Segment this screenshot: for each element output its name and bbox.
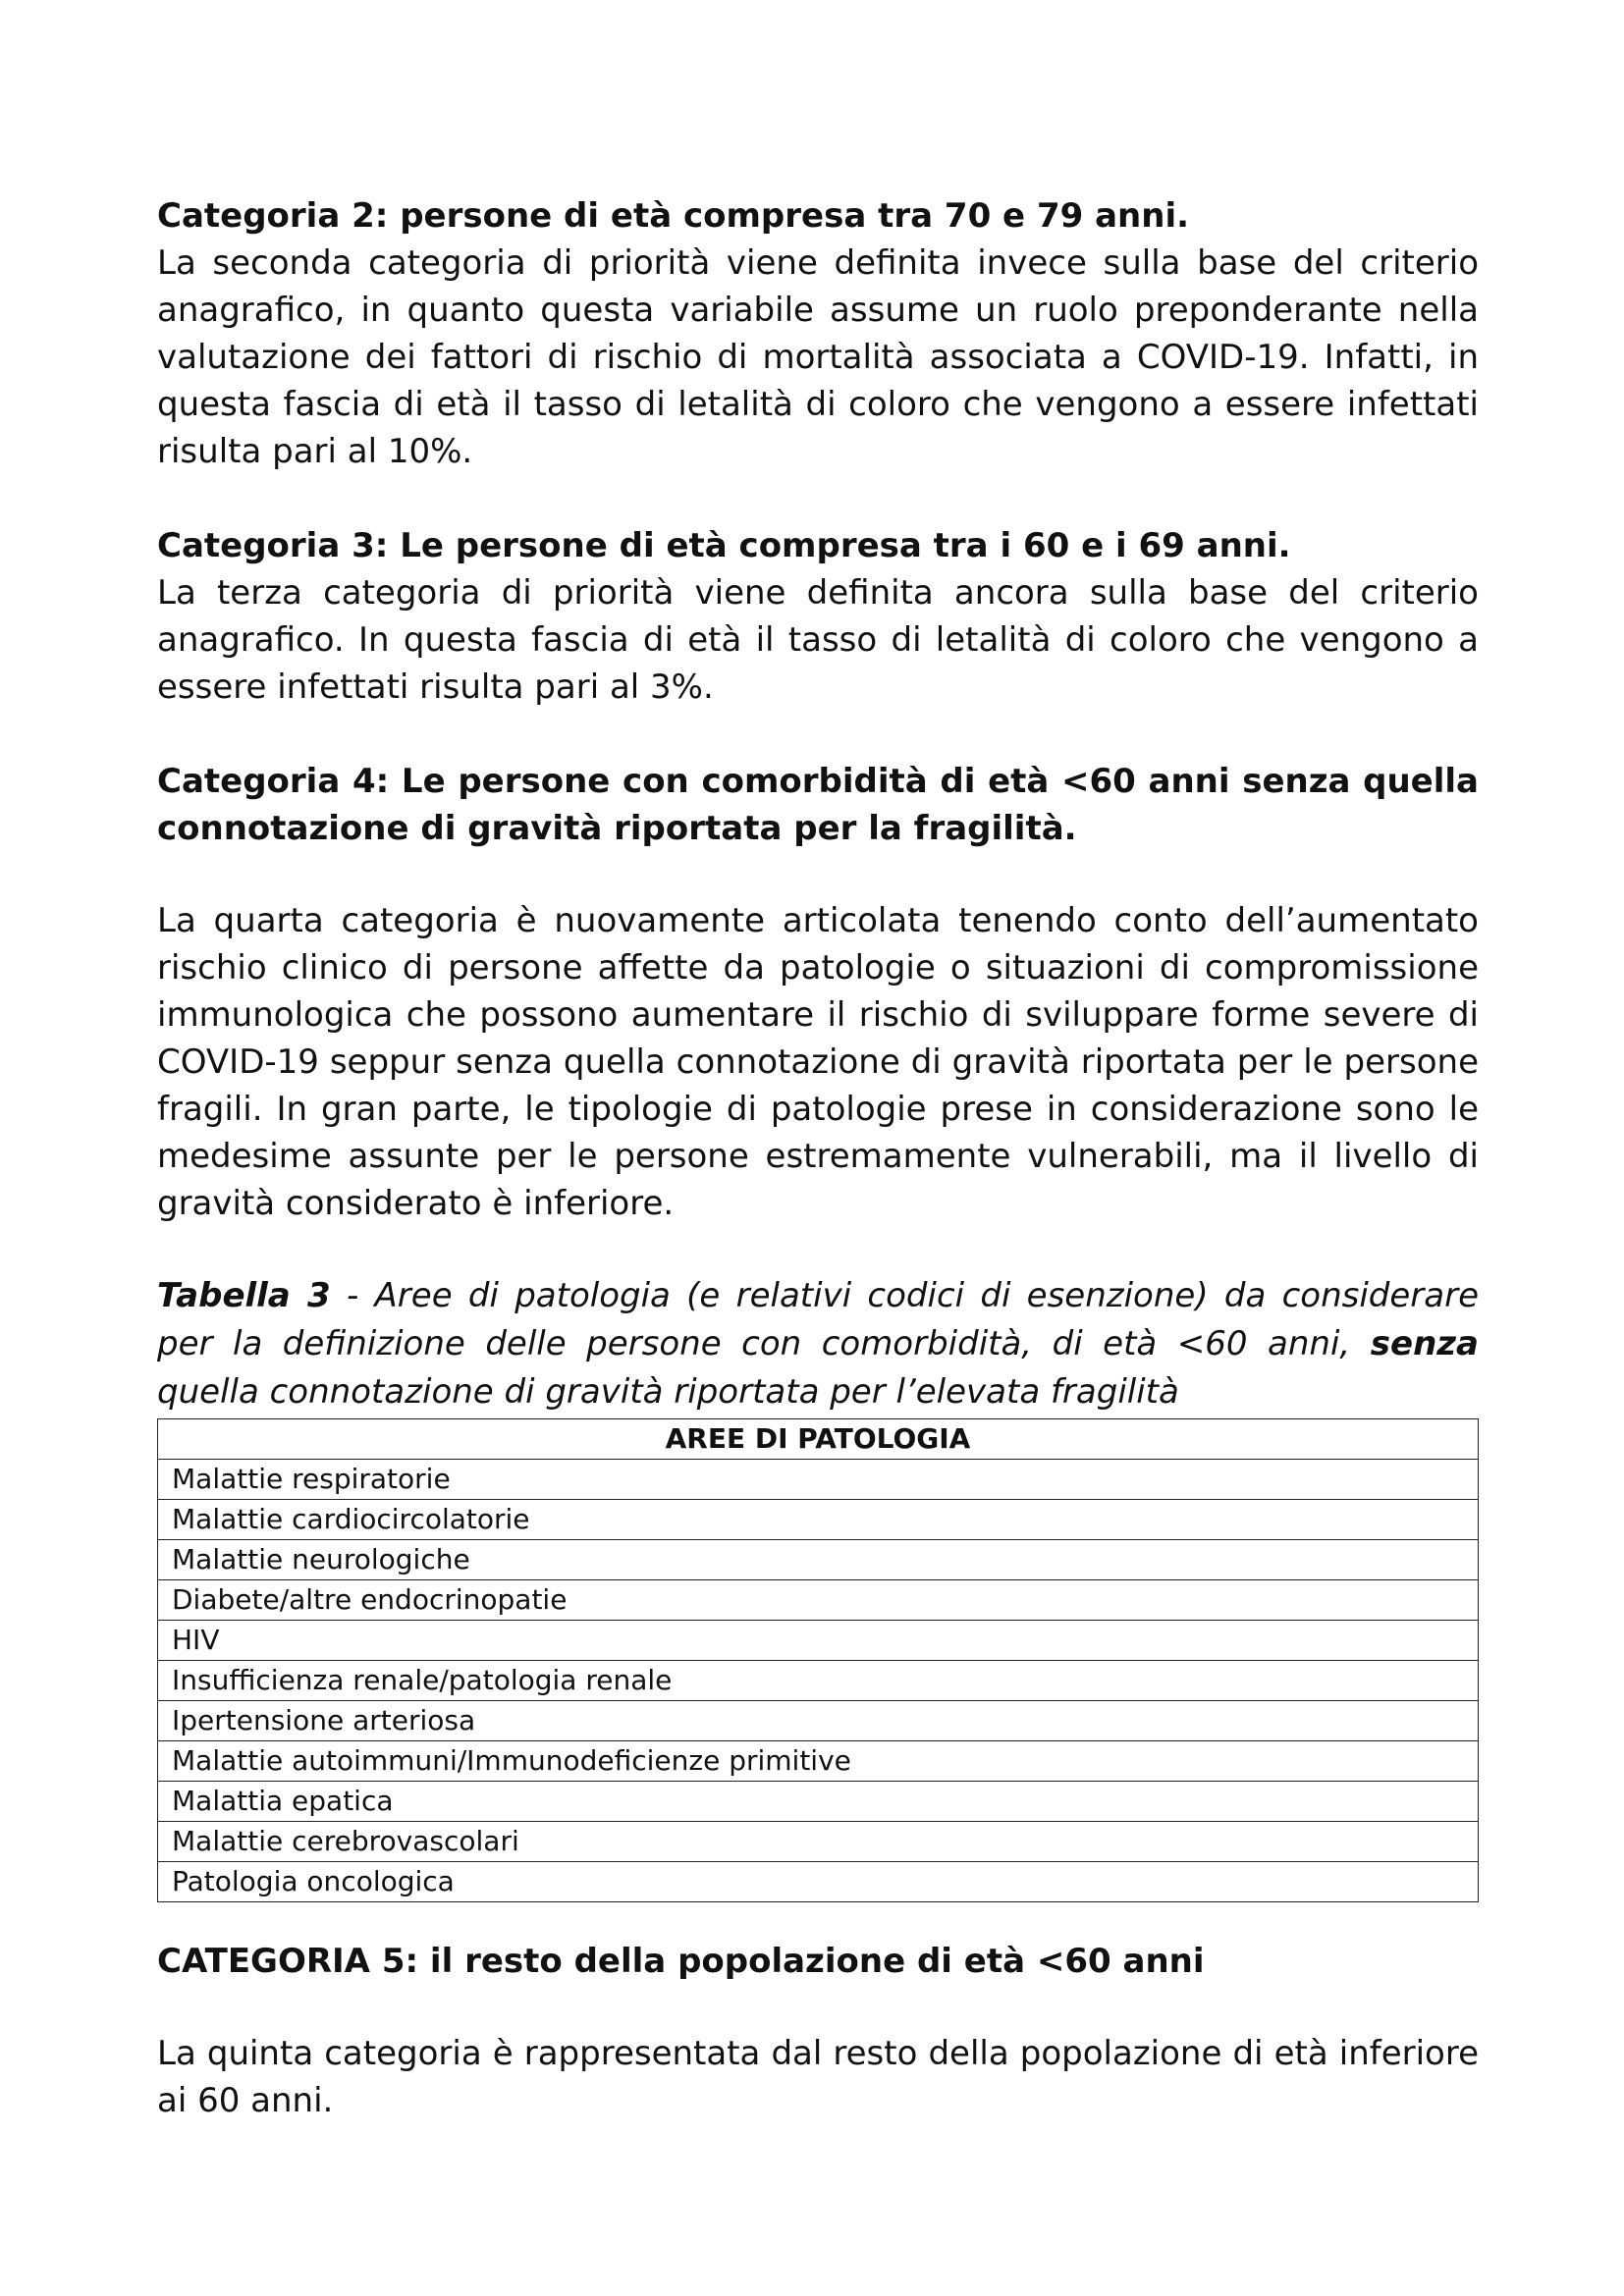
category-2-section xyxy=(157,192,1479,475)
category-2-heading: Categoria 2: persone di età compresa tra 70 e 79 anni. xyxy=(157,196,1190,236)
table-row xyxy=(158,1460,1479,1500)
table-3-caption xyxy=(157,1272,1479,1416)
table-row xyxy=(158,1701,1479,1741)
table-cell: Insufficienza renale/patologia renale xyxy=(158,1661,1479,1701)
table-cell: Patologia oncologica xyxy=(158,1862,1479,1902)
table-3-section xyxy=(157,1272,1479,1902)
table-header-row xyxy=(158,1419,1479,1460)
category-3-paragraph: La terza categoria di priorità viene definita ancora sulla base del criterio anagrafico. In questa fascia di età il tasso di letalità di coloro che vengono a essere infettati risulta pari al 3%. xyxy=(157,573,1479,707)
table-cell: HIV xyxy=(158,1621,1479,1661)
table-3-caption-label: Tabella 3 xyxy=(157,1276,331,1315)
table-row xyxy=(158,1782,1479,1822)
pathology-areas-table xyxy=(157,1418,1479,1902)
table-3-caption-text-1: - Aree di patologia (e relativi codici di esenzione) da considerare per la definizione delle persone con comorbidità, di età <60 anni, xyxy=(157,1276,1479,1363)
category-4-heading: Categoria 4: Le persone con comorbidità di età <60 anni senza quella connotazione di gravità riportata per la fragilità. xyxy=(157,762,1479,848)
category-5-heading: CATEGORIA 5: il resto della popolazione di età <60 anni xyxy=(157,1942,1205,1981)
table-3-caption-emphasis: senza xyxy=(1370,1324,1479,1363)
category-5-paragraph: La quinta categoria è rappresentata dal resto della popolazione di età inferiore ai 60 anni. xyxy=(157,2034,1479,2120)
table-cell: Malattie neurologiche xyxy=(158,1540,1479,1580)
table-header-cell: AREE DI PATOLOGIA xyxy=(158,1419,1479,1460)
table-cell: Malattie cerebrovascolari xyxy=(158,1822,1479,1862)
category-4-section xyxy=(157,758,1479,1227)
table-row xyxy=(158,1862,1479,1902)
table-row xyxy=(158,1580,1479,1621)
table-cell: Malattie autoimmuni/Immunodeficienze primitive xyxy=(158,1741,1479,1782)
category-2-paragraph: La seconda categoria di priorità viene definita invece sulla base del criterio anagrafico, in quanto questa variabile assume un ruolo preponderante nella valutazione dei fattori di rischio di mortalità associata a COVID-19. Infatti, in questa fascia di età il tasso di letalità di coloro che vengono a essere infettati risulta pari al 10%. xyxy=(157,243,1479,471)
document-page xyxy=(157,192,1479,2124)
table-cell: Ipertensione arteriosa xyxy=(158,1701,1479,1741)
table-row xyxy=(158,1540,1479,1580)
table-cell: Diabete/altre endocrinopatie xyxy=(158,1580,1479,1621)
table-row xyxy=(158,1621,1479,1661)
table-cell: Malattie cardiocircolatorie xyxy=(158,1500,1479,1540)
table-cell: Malattia epatica xyxy=(158,1782,1479,1822)
table-row xyxy=(158,1822,1479,1862)
table-row xyxy=(158,1500,1479,1540)
category-3-section xyxy=(157,522,1479,711)
table-row xyxy=(158,1741,1479,1782)
category-4-paragraph: La quarta categoria è nuovamente articolata tenendo conto dell’aumentato rischio clinico di persone affette da patologie o situazioni di compromissione immunologica che possono aumentare il rischio di sviluppare forme severe di COVID-19 seppur senza quella connotazione di gravità riportata per le persone fragili. In gran parte, le tipologie di patologie prese in considerazione sono le medesime assunte per le persone estremamente vulnerabili, ma il livello di gravità considerato è inferiore. xyxy=(157,901,1479,1223)
category-3-heading: Categoria 3: Le persone di età compresa tra i 60 e i 69 anni. xyxy=(157,526,1291,565)
table-cell: Malattie respiratorie xyxy=(158,1460,1479,1500)
table-row xyxy=(158,1661,1479,1701)
table-3-caption-text-2: quella connotazione di gravità riportata per l’elevata fragilità xyxy=(157,1372,1179,1412)
category-5-section xyxy=(157,1938,1479,2124)
